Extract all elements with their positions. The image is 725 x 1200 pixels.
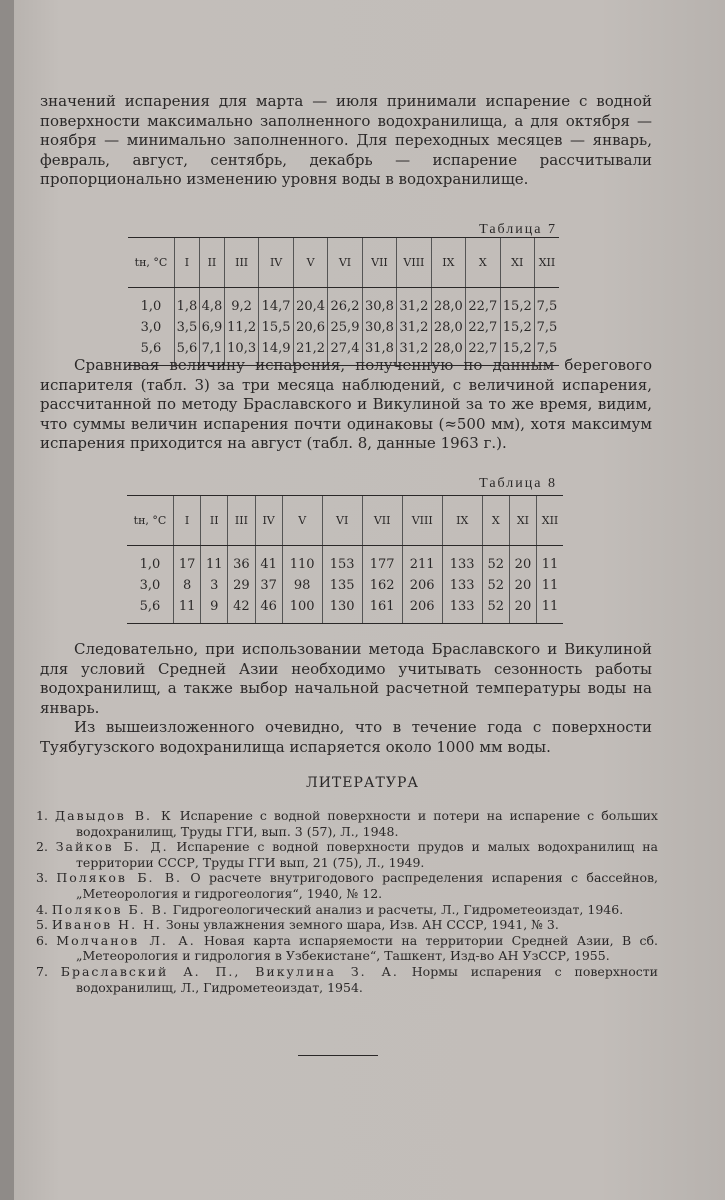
table8-cell: 36 [228,546,255,576]
table7-cell: 7,5 [534,338,559,366]
table7-cell: 14,7 [259,288,293,318]
table7-cell: 3,5 [175,317,200,338]
table8-cell: 41 [255,546,282,576]
table7-cell: 21,2 [293,338,327,366]
book-spine-shadow [0,0,14,1200]
table7-cell: 9,2 [224,288,258,318]
table8-month-header: II [201,496,228,546]
table8-cell: 11 [174,596,201,624]
table8-cell: 3 [201,575,228,596]
reference-text: Новая карта испаряемости на территории Средней Азии, В сб. „Метеорология и гидрология в Узбекистане“, Ташкент, Изд-во АН УзССР, 1955. [76,932,658,964]
reference-author: Браславский А. П., Викулина З. А. [60,963,399,979]
table7-cell: 1,8 [175,288,200,318]
table8-cell: 206 [402,575,442,596]
table7-month-header: XII [534,238,559,288]
table8-row [127,546,563,576]
paragraph-1: значений испарения для марта — июля принимали испарение с водной поверхности максимально заполненного водохранилища, а для октября — ноября — минимально заполненного. Для переходных месяцев — январь, февраль, август, сентябрь, декабрь — испарение рассчитывали пропорционально изменению уровня воды в водохранилище. [40,92,652,188]
table7-month-header: XI [500,238,534,288]
table8-row [127,575,563,596]
table7-cell: 30,8 [362,317,396,338]
table7-cell: 31,2 [397,317,431,338]
table7-cell: 31,2 [397,338,431,366]
literature-heading: ЛИТЕРАТУРА [306,775,419,791]
reference-author: Молчанов Л. А. [56,932,196,948]
table8-month-header: I [174,496,201,546]
table8-cell: 9 [201,596,228,624]
table8-cell: 100 [282,596,322,624]
table7-cell: 28,0 [431,338,465,366]
table8-cell: 153 [322,546,362,576]
table7-cell: 14,9 [259,338,293,366]
table7-corner-header: tн, °C [128,238,175,288]
reference-text: Зоны увлажнения земного шара, Изв. АН СССР, 1941, № 3. [161,917,559,933]
table8-cell: 11 [537,596,563,624]
table8-month-header: IX [442,496,482,546]
table7-cell: 1,0 [140,299,162,314]
table7-cell: 15,2 [500,338,534,366]
table7-cell: 15,2 [500,317,534,338]
table8-cell: 1,0 [139,557,161,572]
table8-cell: 133 [442,546,482,576]
reference-number: 6. [36,932,57,948]
table8-cell: 11 [537,575,563,596]
table7-month-header: II [199,238,224,288]
table7-cell: 27,4 [328,338,362,366]
table-7-header-row [128,238,559,288]
reference-text: Испарение с водной поверхности и потери на испарение с больших водохранилищ, Труды ГГИ, вып. 3 (57), Л., 1948. [76,808,658,839]
table8-cell: 52 [482,575,509,596]
table8-month-header: X [482,496,509,546]
table7-cell: 15,5 [259,317,293,338]
table8-cell: 37 [255,575,282,596]
table-8 [127,495,563,624]
reference-author: Иванов Н. Н. [51,917,162,933]
table7-cell: 3,0 [140,320,162,335]
paragraph-3: Следовательно, при использовании метода Браславского и Викулиной для условий Средней Азии необходимо учитывать сезонность работы водохранилищ, а также выбор начальной расчетной температуры воды на январь. [40,640,652,717]
reference-text: О расчете внутригодового распределения испарения с бассейнов, „Метеорология и гидрогеология“, 1940, № 12. [76,870,659,901]
table8-cell: 29 [228,575,255,596]
reference-author: Зайков Б. Д. [55,839,169,855]
table8-cell: 17 [174,546,201,576]
table8-month-header: VII [362,496,402,546]
table8-cell: 8 [174,575,201,596]
reference-list [36,808,658,995]
table8-corner-header: tн, °C [127,496,174,546]
table7-cell: 28,0 [431,288,465,318]
table7-cell: 25,9 [328,317,362,338]
table7-row [128,317,559,338]
table-8-caption: Таблица 8 [479,476,557,491]
table7-cell: 5,6 [128,338,175,366]
table8-cell: 211 [402,546,442,576]
table8-cell: 135 [322,575,362,596]
reference-item [36,964,658,995]
table7-month-header: I [175,238,200,288]
table7-cell: 31,8 [362,338,396,366]
table8-cell: 206 [402,596,442,624]
reference-text: Испарение с водной поверхности прудов и малых водохранилищ на территории СССР, Труды ГГИ вып, 21 (75), Л., 1949. [76,839,658,870]
table7-cell: 26,2 [328,288,362,318]
reference-number: 1. [36,808,55,823]
table8-cell: 130 [322,596,362,624]
table8-cell: 20 [509,546,536,576]
table8-month-header: VI [322,496,362,546]
table7-cell: 30,8 [362,288,396,318]
reference-number: 5. [36,917,52,933]
table8-month-header: XI [509,496,536,546]
table8-cell: 46 [255,596,282,624]
table7-cell: 22,7 [466,338,500,366]
table7-month-header: VII [362,238,396,288]
table7-month-header: V [293,238,327,288]
reference-author: Давыдов В. К [54,808,173,823]
table7-month-header: VIII [397,238,431,288]
table8-month-header: IV [255,496,282,546]
table7-cell: 10,3 [224,338,258,366]
table7-cell: 6,9 [199,317,224,338]
reference-item [36,870,658,901]
reference-item [36,933,658,964]
table8-month-header: V [282,496,322,546]
table7-cell: 20,6 [293,317,327,338]
table8-cell: 52 [482,546,509,576]
table8-cell: 52 [482,596,509,624]
table-7-caption: Таблица 7 [479,222,557,237]
table7-cell: 22,7 [466,288,500,318]
table8-cell: 11 [537,546,563,576]
reference-number: 3. [36,870,57,886]
table8-cell: 161 [362,596,402,624]
table8-cell: 98 [282,575,322,596]
table7-cell: 11,2 [224,317,258,338]
table7-cell: 20,4 [293,288,327,318]
reference-item [36,839,658,870]
table-8-header-row [127,496,563,546]
paragraph-2: Сравнивая величину испарения, полученную по данным берегового испарителя (табл. 3) за три месяца наблюдений, с величиной испарения, рассчитанной по методу Браславского и Викулиной за то же время, видим, что суммы величин испарения почти одинаковы (≈500 мм), хотя максимум испарения приходится на август (табл. 8, данные 1963 г.). [40,356,652,452]
table7-cell: 22,7 [466,317,500,338]
reference-item [36,808,658,839]
table7-month-header: IV [259,238,293,288]
table8-cell: 20 [509,575,536,596]
reference-item [36,902,658,918]
table8-cell: 42 [228,596,255,624]
table-7 [128,237,559,366]
table8-cell: 110 [282,546,322,576]
table8-cell: 162 [362,575,402,596]
table8-month-header: VIII [402,496,442,546]
table8-cell: 11 [201,546,228,576]
table7-month-header: VI [328,238,362,288]
table8-cell: 133 [442,575,482,596]
reference-item [36,917,658,933]
end-rule [298,1055,378,1056]
reference-author: Поляков Б. В. [51,901,169,917]
table8-cell: 20 [509,596,536,624]
reference-number: 7. [36,963,61,979]
table7-cell: 31,2 [397,288,431,318]
table8-cell: 177 [362,546,402,576]
table7-month-header: X [466,238,500,288]
table8-month-header: XII [537,496,563,546]
table7-cell: 7,5 [534,317,559,338]
reference-number: 2. [36,839,56,855]
table7-cell: 7,5 [534,288,559,318]
table7-cell: 5,6 [175,338,200,366]
reference-author: Поляков Б. В. [56,870,183,886]
table7-cell: 4,8 [199,288,224,318]
reference-number: 4. [36,901,52,917]
table7-month-header: III [224,238,258,288]
reference-text: Нормы испарения с поверхности водохранилищ, Л., Гидрометеоиздат, 1954. [76,963,658,995]
table8-cell: 133 [442,596,482,624]
table8-cell: 3,0 [139,578,161,593]
table7-cell: 15,2 [500,288,534,318]
table8-row [127,596,563,624]
table7-cell: 7,1 [199,338,224,366]
table7-month-header: IX [431,238,465,288]
table8-cell: 5,6 [127,596,174,624]
table7-row [128,288,559,318]
table7-cell: 28,0 [431,317,465,338]
paragraph-4: Из вышеизложенного очевидно, что в течение года с поверхности Туябугузского водохранилища испаряется около 1000 мм воды. [40,718,652,756]
reference-text: Гидрогеологический анализ и расчеты, Л., Гидрометеоиздат, 1946. [168,901,624,917]
table8-month-header: III [228,496,255,546]
